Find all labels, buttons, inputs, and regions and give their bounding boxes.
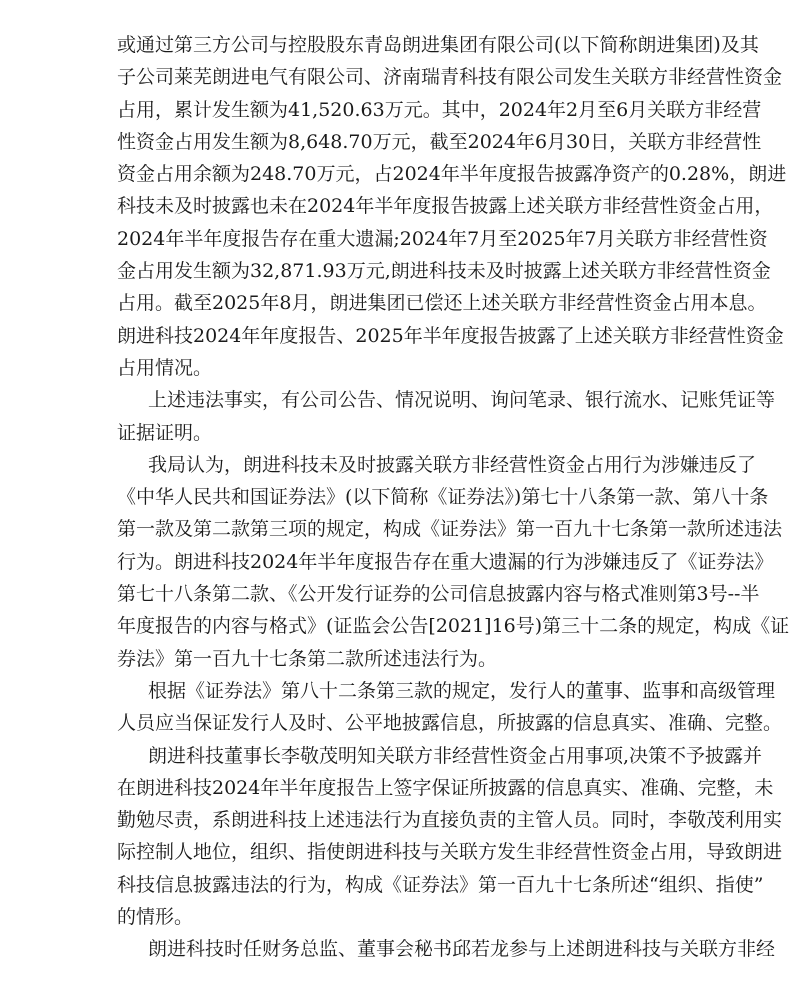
text-line: 上述违法事实，有公司公告、情况说明、询问笔录、银行流水、记账凭证等 [148,389,776,412]
document-page [117,29,790,966]
text-line: 2024年半年度报告存在重大遗漏;2024年7月至2025年7月关联方非经营性资 [117,227,768,250]
text-line: 的情形。 [117,906,194,929]
text-line: 第一款及第二款第三项的规定，构成《证券法》第一百九十七条第一款所述违法 [117,518,783,541]
text-line: 根据《证券法》第八十二条第三款的规定，发行人的董事、监事和高级管理 [148,679,776,702]
text-line: 人员应当保证发行人及时、公平地披露信息，所披露的信息真实、准确、完整。 [117,712,783,735]
text-line: 资金占用余额为248.70万元，占2024年半年度报告披露净资产的0.28%，朗进 [117,163,787,186]
paragraph-4 [117,675,783,740]
text-line: 勤勉尽责，系朗进科技上述违法行为直接负责的主管人员。同时，李敬茂利用实 [117,809,783,832]
text-line: 证据证明。 [117,421,213,444]
text-line: 金占用发生额为32,871.93万元,朗进科技未及时披露上述关联方非经营性资金 [117,260,771,283]
text-line: 朗进科技董事长李敬茂明知关联方非经营性资金占用事项,决策不予披露并 [148,744,763,767]
text-line: 占用情况。 [117,356,213,379]
paragraph-5 [117,740,783,934]
text-line: 朗进科技2024年年度报告、2025年半年度报告披露了上述关联方非经营性资金 [117,324,784,347]
paragraph-1 [117,29,787,384]
text-line: 行为。朗进科技2024年半年度报告存在重大遗漏的行为涉嫌违反了《证券法》 [117,550,774,573]
text-line: 年度报告的内容与格式》(证监会公告[2021]16号)第三十二条的规定，构成《证 [117,615,790,638]
text-line: 《中华人民共和国证券法》(以下简称《证券法》)第七十八条第一款、第八十条 [117,486,769,509]
text-line: 占用。截至2025年8月，朗进集团已偿还上述关联方非经营性资金占用本息。 [117,292,767,315]
text-line: 科技未及时披露也未在2024年半年度报告披露上述关联方非经营性资金占用， [117,195,774,218]
text-line: 朗进科技时任财务总监、董事会秘书邱若龙参与上述朗进科技与关联方非经 [148,938,776,961]
paragraph-6 [117,933,776,965]
text-line: 性资金占用发生额为8,648.70万元，截至2024年6月30日，关联方非经营性 [117,130,762,153]
text-line: 际控制人地位，组织、指使朗进科技与关联方发生非经营性资金占用，导致朗进 [117,841,783,864]
text-line: 或通过第三方公司与控股股东青岛朗进集团有限公司(以下简称朗进集团)及其 [117,34,759,56]
text-line: 在朗进科技2024年半年度报告上签字保证所披露的信息真实、准确、完整，未 [117,776,774,799]
text-line: 占用，累计发生额为41,520.63万元。其中，2024年2月至6月关联方非经营 [117,98,762,121]
text-line: 我局认为，朗进科技未及时披露关联方非经营性资金占用行为涉嫌违反了 [148,453,757,476]
paragraph-2 [117,384,776,449]
text-line: 科技信息披露违法的行为，构成《证券法》第一百九十七条所述“组织、指使” [117,873,764,896]
paragraph-3 [117,449,790,675]
text-line: 第七十八条第二款、《公开发行证券的公司信息披露内容与格式准则第3号--半 [117,583,760,606]
text-line: 券法》第一百九十七条第二款所述违法行为。 [117,647,498,670]
text-line: 子公司莱芜朗进电气有限公司、济南瑞青科技有限公司发生关联方非经营性资金 [117,66,783,89]
